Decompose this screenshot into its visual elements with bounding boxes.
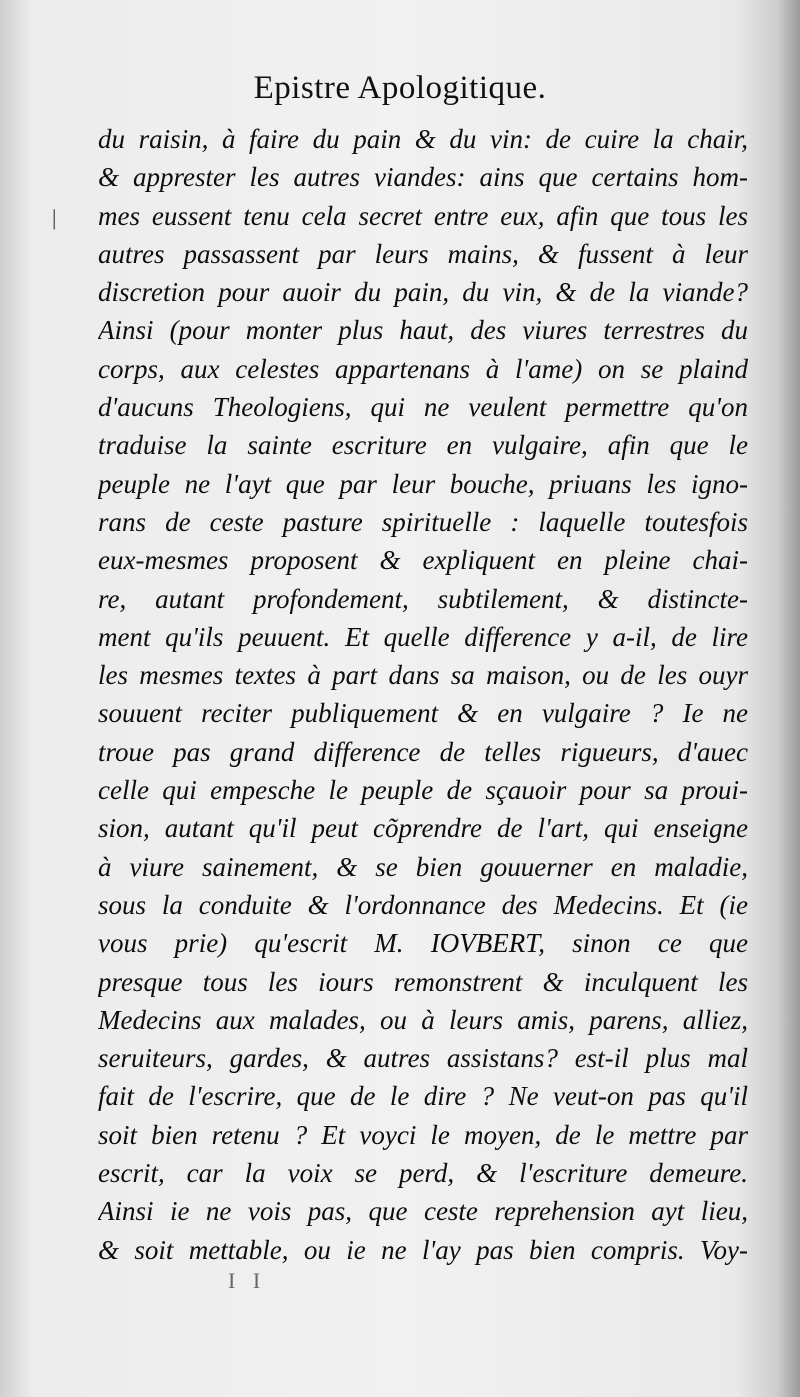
signature-mark: I I (228, 1268, 267, 1293)
text-line: celle qui empesche le peuple de sçauoir pour sa proui- (98, 775, 748, 806)
text-line: vous prie) qu'escrit M. IOVBERT, sinon ce que (98, 928, 748, 959)
body-text (98, 120, 748, 1269)
text-line: peuple ne l'ayt que par leur bouche, priuans les igno- (98, 468, 748, 499)
margin-mark: | (52, 205, 57, 230)
text-line: sous la conduite & l'ordonnance des Medecins. Et (ie (98, 889, 748, 920)
text-line: mes eussent tenu cela secret entre eux, afin que tous les (98, 200, 748, 231)
text-line: corps, aux celestes appartenans à l'ame) on se plaind (98, 353, 748, 384)
text-line: fait de l'escrire, que de le dire ? Ne veut-on pas qu'il (98, 1081, 748, 1112)
text-line: autres passassent par leurs mains, & fussent à leur (98, 238, 748, 269)
running-head: Epistre Apologitique. (253, 70, 547, 106)
text-line: sion, autant qu'il peut cõprendre de l'art, qui enseigne (98, 813, 748, 844)
page-edge-shadow (778, 0, 800, 1397)
text-line: à viure sainement, & se bien gouuerner en maladie, (98, 851, 748, 882)
text-line: discretion pour auoir du pain, du vin, & de la viande? (98, 277, 748, 308)
text-line: les mesmes textes à part dans sa maison, ou de les ouyr (98, 660, 748, 691)
text-line: traduise la sainte escriture en vulgaire, afin que le (98, 430, 748, 461)
text-line: presque tous les iours remonstrent & inculquent les (98, 966, 748, 997)
text-line: rans de ceste pasture spirituelle : laquelle toutesfois (98, 506, 748, 537)
text-line: Ainsi ie ne vois pas, que ceste reprehension ayt lieu, (98, 1196, 748, 1227)
text-line: souuent reciter publiquement & en vulgaire ? Ie ne (98, 698, 748, 729)
text-line: re, autant profondement, subtilement, & distincte- (98, 583, 748, 614)
text-line: Ainsi (pour monter plus haut, des viures terrestres du (98, 315, 748, 346)
text-line: eux-mesmes proposent & expliquent en pleine chai- (98, 545, 748, 576)
text-line: & apprester les autres viandes: ains que certains hom- (98, 162, 748, 193)
text-line: seruiteurs, gardes, & autres assistans? est-il plus mal (98, 1043, 748, 1074)
text-line: ment qu'ils peuuent. Et quelle difference y a-il, de lire (98, 621, 748, 652)
text-line: Medecins aux malades, ou à leurs amis, parens, alliez, (98, 1004, 748, 1035)
text-line: troue pas grand difference de telles rigueurs, d'auec (98, 736, 748, 767)
text-line: & soit mettable, ou ie ne l'ay pas bien compris. Voy- (98, 1234, 748, 1265)
text-line: escrit, car la voix se perd, & l'escriture demeure. (98, 1158, 748, 1189)
text-line: soit bien retenu ? Et voyci le moyen, de le mettre par (98, 1119, 748, 1150)
text-line: d'aucuns Theologiens, qui ne veulent permettre qu'on (98, 392, 748, 423)
text-line: du raisin, à faire du pain & du vin: de cuire la chair, (98, 124, 748, 154)
